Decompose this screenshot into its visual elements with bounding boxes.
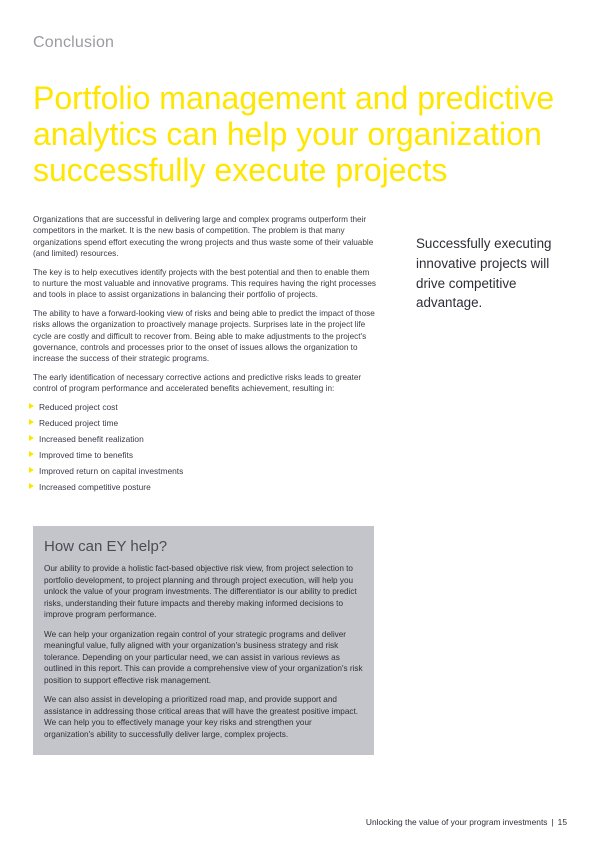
list-item-text: Improved time to benefits [39, 449, 134, 460]
body-paragraph: Organizations that are successful in delivering large and complex programs outperform their competitors in the market. It is the new basis of competition. The problem is that many organizations spend effort executing the wrong projects and thus waste some of their valuable (and limited) resources. [33, 215, 374, 259]
benefits-list [33, 402, 378, 493]
ey-help-box [33, 526, 374, 755]
footer-separator: | [551, 817, 554, 827]
help-box-paragraph: We can also assist in developing a prioritized road map, and provide support and assistance in addressing those critical areas that will have the greatest positive impact. We can help you to effectively manage your key risks and strengthen your organization's ability to successfully deliver large, complex projects. [44, 695, 359, 739]
page-footer [366, 817, 567, 827]
list-item [33, 402, 378, 413]
body-paragraph: The ability to have a forward-looking view of risks and being able to predict the impact of those risks allows the organization to proactively manage projects. Surprises late in the project life cycle are costly and difficult to recover from. Being able to make adjustments to the project's governance, controls and processes prior to the onset of issues allows the organization to increase the success of their strategic programs. [33, 308, 375, 364]
list-item [33, 418, 378, 429]
page-number: 15 [557, 817, 567, 827]
list-item-text: Improved return on capital investments [39, 465, 184, 476]
pull-quote: Successfully executing innovative projects will drive competitive advantage. [416, 236, 552, 311]
section-label: Conclusion [33, 34, 115, 51]
help-box-paragraph: Our ability to provide a holistic fact-based objective risk view, from project selection to portfolio development, to project planning and through project execution, will help you unlock the value of your program investments. The differentiator is our ability to predict risks, understanding their future impacts and thereby making informed decisions to improve program performance. [44, 564, 357, 619]
list-item [33, 466, 378, 477]
page-headline: Portfolio management and predictive analytics can help your organization successfully execute projects [33, 80, 555, 188]
list-item-text: Increased benefit realization [39, 433, 144, 444]
help-box-title: How can EY help? [44, 538, 168, 555]
list-item-text: Reduced project cost [39, 401, 118, 412]
bullet-arrow-icon [29, 403, 34, 409]
body-paragraph: The early identification of necessary corrective actions and predictive risks leads to greater control of program performance and accelerated benefits achievement, resulting in: [33, 372, 362, 394]
bullet-arrow-icon [29, 435, 34, 441]
list-item [33, 482, 378, 493]
body-paragraph: The key is to help executives identify projects with the best potential and then to enable them to nurture the most valuable and innovative programs. This requires having the right processes and tools in place to assist organizations in balancing their portfolio of projects. [33, 267, 376, 300]
body-column [33, 214, 378, 498]
list-item [33, 434, 378, 445]
publication-title: Unlocking the value of your program investments [365, 817, 548, 827]
list-item-text: Increased competitive posture [39, 481, 151, 492]
bullet-arrow-icon [29, 451, 34, 457]
help-box-paragraph: We can help your organization regain control of your strategic programs and deliver meaningful value, fully aligned with your organization's business strategy and risk tolerance. Depending on your particular need, we can assist in various reviews as outlined in this report. This can provide a comprehensive view of your organization's risk position to support effective risk management. [44, 629, 363, 685]
bullet-arrow-icon [29, 467, 34, 473]
list-item-text: Reduced project time [39, 417, 119, 428]
list-item [33, 450, 378, 461]
bullet-arrow-icon [29, 483, 34, 489]
bullet-arrow-icon [29, 419, 34, 425]
